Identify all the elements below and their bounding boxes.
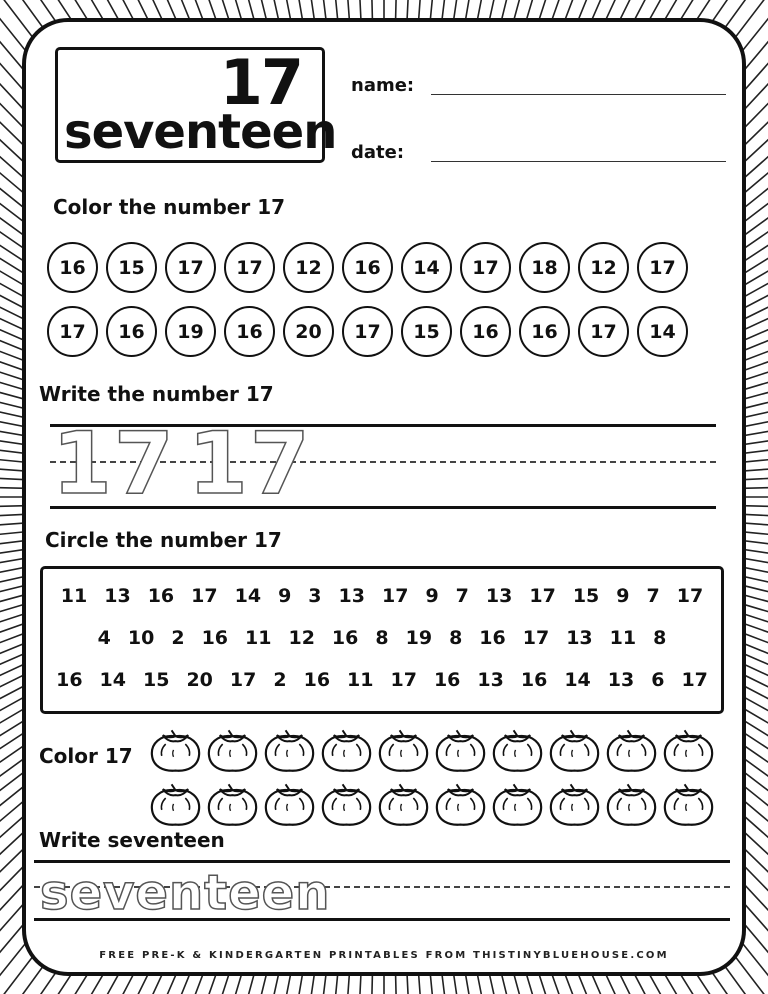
tomato-grid — [148, 724, 728, 828]
number-item[interactable]: 15 — [143, 669, 170, 691]
number-item[interactable]: 13 — [477, 669, 504, 691]
circle-number-box — [40, 566, 724, 714]
tomato-icon[interactable] — [547, 724, 602, 774]
number-row-1 — [43, 585, 721, 607]
number-item[interactable]: 17 — [381, 585, 409, 607]
tomato-icon[interactable] — [604, 778, 659, 828]
number-trace-area[interactable] — [40, 414, 720, 514]
number-circle[interactable]: 18 — [519, 242, 570, 293]
number-item[interactable]: 16 — [479, 627, 506, 649]
number-item[interactable]: 11 — [245, 627, 272, 649]
tomato-icon[interactable] — [376, 778, 431, 828]
tomato-icon[interactable] — [547, 778, 602, 828]
number-circle[interactable]: 16 — [519, 306, 570, 357]
number-circle[interactable]: 16 — [342, 242, 393, 293]
trace-number-1: 17 — [52, 414, 176, 514]
tomato-icon[interactable] — [205, 724, 260, 774]
number-circle[interactable]: 15 — [401, 306, 452, 357]
number-item[interactable]: 16 — [201, 627, 229, 649]
number-item[interactable]: 14 — [234, 585, 262, 607]
number-item[interactable]: 19 — [405, 627, 433, 649]
tomato-icon[interactable] — [148, 724, 203, 774]
number-circle[interactable]: 16 — [106, 306, 157, 357]
color-number-title: Color the number 17 — [53, 195, 286, 219]
number-item[interactable]: 9 — [616, 585, 630, 607]
footer-credit: FREE PRE-K & KINDERGARTEN PRINTABLES FROM THISTINYBLUEHOUSE.COM — [99, 950, 669, 961]
number-item[interactable]: 17 — [676, 585, 704, 607]
number-item[interactable]: 20 — [186, 669, 213, 691]
number-item[interactable]: 13 — [607, 669, 635, 691]
number-item[interactable]: 8 — [653, 627, 667, 649]
number-item[interactable]: 14 — [99, 669, 126, 691]
circle-number-title: Circle the number 17 — [45, 528, 282, 552]
number-item[interactable]: 2 — [171, 627, 185, 649]
number-item[interactable]: 16 — [331, 627, 359, 649]
number-circle[interactable]: 12 — [578, 242, 629, 293]
tomato-icon[interactable] — [148, 778, 203, 828]
tomato-icon[interactable] — [262, 724, 317, 774]
tomato-icon[interactable] — [433, 778, 488, 828]
number-item[interactable]: 13 — [485, 585, 513, 607]
trace-number-2: 17 — [188, 414, 312, 514]
number-row-3 — [43, 669, 721, 691]
number-circle[interactable]: 16 — [47, 242, 98, 293]
number-circle[interactable]: 17 — [578, 306, 629, 357]
number-circle[interactable]: 17 — [637, 242, 688, 293]
number-item[interactable]: 17 — [390, 669, 417, 691]
number-item[interactable]: 7 — [646, 585, 660, 607]
tomato-icon[interactable] — [205, 778, 260, 828]
title-word: seventeen — [64, 104, 337, 160]
trace-word: seventeen — [40, 865, 331, 921]
tomato-icon[interactable] — [490, 778, 545, 828]
number-circle[interactable]: 16 — [224, 306, 275, 357]
write-word-title: Write seventeen — [39, 828, 225, 852]
number-item[interactable]: 11 — [60, 585, 88, 607]
number-item[interactable]: 17 — [529, 585, 556, 607]
number-circle[interactable]: 14 — [401, 242, 452, 293]
number-circle[interactable]: 16 — [460, 306, 511, 357]
number-item[interactable]: 4 — [97, 627, 111, 649]
tomato-icon[interactable] — [262, 778, 317, 828]
write-number-title: Write the number 17 — [39, 382, 274, 406]
number-item[interactable]: 16 — [520, 669, 548, 691]
number-item[interactable]: 17 — [681, 669, 708, 691]
tomato-icon[interactable] — [376, 724, 431, 774]
number-item[interactable]: 16 — [56, 669, 83, 691]
number-item[interactable]: 12 — [288, 627, 315, 649]
number-item[interactable]: 11 — [347, 669, 374, 691]
tomato-icon[interactable] — [661, 778, 716, 828]
number-circle[interactable]: 14 — [637, 306, 688, 357]
number-item[interactable]: 15 — [572, 585, 600, 607]
number-item[interactable]: 6 — [651, 669, 665, 691]
number-circle[interactable]: 17 — [342, 306, 393, 357]
number-item[interactable]: 3 — [308, 585, 322, 607]
word-trace-area[interactable] — [30, 856, 730, 928]
date-line[interactable] — [431, 161, 726, 162]
number-item[interactable]: 8 — [375, 627, 389, 649]
number-item[interactable]: 9 — [278, 585, 292, 607]
number-circle[interactable]: 20 — [283, 306, 334, 357]
number-item[interactable]: 14 — [564, 669, 591, 691]
number-item[interactable]: 9 — [425, 585, 439, 607]
tomato-icon[interactable] — [319, 778, 374, 828]
color-objects-label: Color 17 — [39, 744, 133, 768]
number-item[interactable]: 13 — [566, 627, 593, 649]
number-circle[interactable]: 17 — [460, 242, 511, 293]
number-item[interactable]: 13 — [104, 585, 131, 607]
tomato-icon[interactable] — [490, 724, 545, 774]
circle-row-1 — [47, 242, 688, 293]
tomato-icon[interactable] — [604, 724, 659, 774]
name-line[interactable] — [431, 94, 726, 95]
number-circle[interactable]: 17 — [224, 242, 275, 293]
title-number: 17 — [219, 46, 302, 119]
name-label: name: — [351, 75, 415, 96]
tomato-icon[interactable] — [661, 724, 716, 774]
tomato-icon[interactable] — [433, 724, 488, 774]
word-top-line — [34, 860, 730, 863]
number-item[interactable]: 16 — [303, 669, 331, 691]
number-item[interactable]: 8 — [449, 627, 463, 649]
circle-row-2 — [47, 306, 688, 357]
date-label: date: — [351, 142, 405, 163]
number-row-2 — [43, 627, 721, 649]
number-item[interactable]: 7 — [455, 585, 469, 607]
number-circle[interactable]: 12 — [283, 242, 334, 293]
number-item[interactable]: 16 — [433, 669, 461, 691]
number-item[interactable]: 17 — [191, 585, 218, 607]
number-item[interactable]: 10 — [127, 627, 155, 649]
number-item[interactable]: 16 — [147, 585, 175, 607]
number-circle[interactable]: 19 — [165, 306, 216, 357]
number-circle[interactable]: 17 — [47, 306, 98, 357]
number-item[interactable]: 11 — [609, 627, 637, 649]
number-circle[interactable]: 17 — [165, 242, 216, 293]
number-circle[interactable]: 15 — [106, 242, 157, 293]
number-item[interactable]: 13 — [338, 585, 365, 607]
tomato-icon[interactable] — [319, 724, 374, 774]
number-item[interactable]: 17 — [522, 627, 550, 649]
title-box — [55, 46, 337, 163]
number-item[interactable]: 2 — [273, 669, 287, 691]
number-item[interactable]: 17 — [229, 669, 257, 691]
